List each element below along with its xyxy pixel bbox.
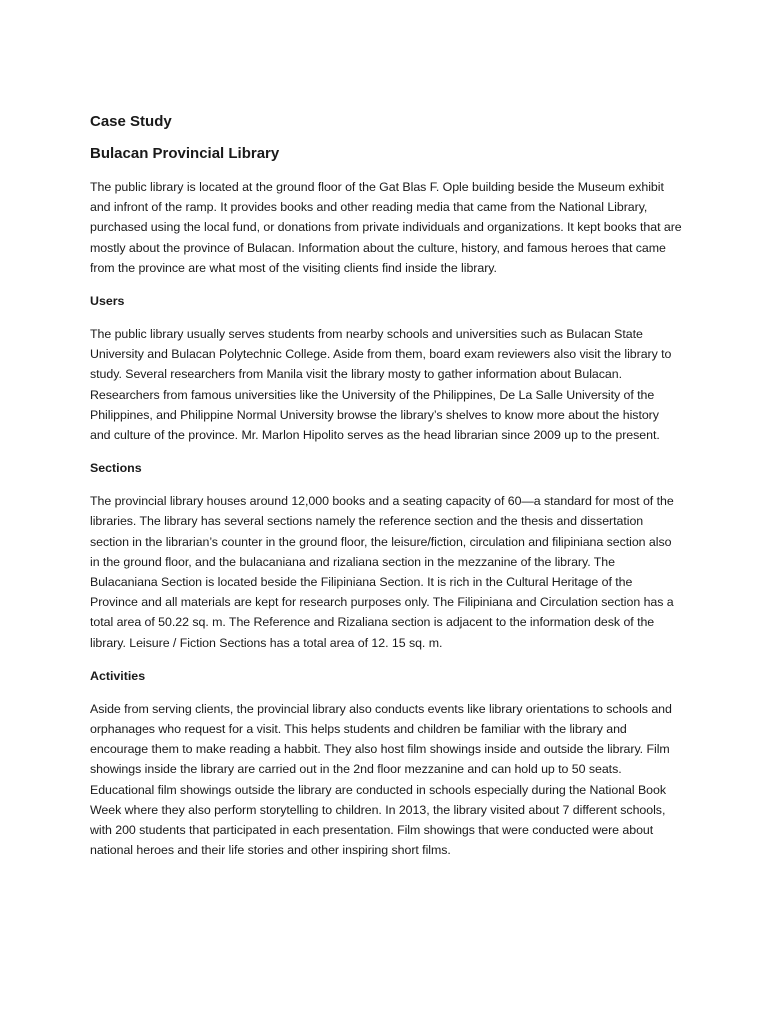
section-heading-users: Users bbox=[90, 294, 125, 309]
page-title: Case Study bbox=[90, 113, 172, 130]
section-heading-activities: Activities bbox=[90, 668, 146, 683]
section-body-activities: Aside from serving clients, the provincial library also conducts events like library orientations to schools and orphanages who request for a visit. This helps students and children be familiar with the library and encourage them to make reading a habbit. They also host film showings inside and outside the library. Film showings inside the library are carried out in the 2nd floor mezzanine and can hold up to 50 seats. Educational film showings outside the library are conducted in schools especially during the National Book Week where they also perform storytelling to children. In 2013, the library visited about 7 different schools, with 200 students that participated in each presentation. Film showings that were conducted were about national heroes and their life stories and other inspiring short films. bbox=[90, 701, 672, 858]
section-body-sections: The provincial library houses around 12,000 books and a seating capacity of 60—a standard for most of the libraries. The library has several sections namely the reference section and the thesis and dissertation section in the librarian’s counter in the ground floor, the leisure/fiction, circulation and filipiniana section also in the ground floor, and the bulacaniana and rizaliana section in the mezzanine of the library. The Bulacaniana Section is located beside the Filipiniana Section. It is rich in the Cultural Heritage of the Province and all materials are kept for research purposes only. The Filipiniana and Circulation section has a total area of 50.22 sq. m. The Reference and Rizaliana section is adjacent to the information desk of the library. Leisure / Fiction Sections has a total area of 12. 15 sq. m. bbox=[90, 494, 674, 650]
section-body-users: The public library usually serves students from nearby schools and universities such as Bulacan State University and Bulacan Polytechnic College. Aside from them, board exam reviewers also visit the library to study. Several researchers from Manila visit the library mosty to gather information about Bulacan. Researchers from famous universities like the University of the Philippines, De La Salle University of the Philippines, and Philippine Normal University browse the library’s shelves to know more about the history and culture of the province. Mr. Marlon Hipolito serves as the head librarian since 2009 up to the present. bbox=[90, 327, 672, 443]
section-heading-sections: Sections bbox=[90, 461, 142, 476]
intro-paragraph: The public library is located at the ground floor of the Gat Blas F. Ople building beside the Museum exhibit and infront of the ramp. It provides books and other reading media that came from the National Library, purchased using the local fund, or donations from private individuals and organizations. It kept books that are mostly about the province of Bulacan. Information about the culture, history, and famous heroes that came from the province are what most of the visiting clients find inside the library. bbox=[90, 180, 682, 275]
document-page bbox=[90, 112, 682, 873]
page-subtitle: Bulacan Provincial Library bbox=[90, 145, 280, 162]
